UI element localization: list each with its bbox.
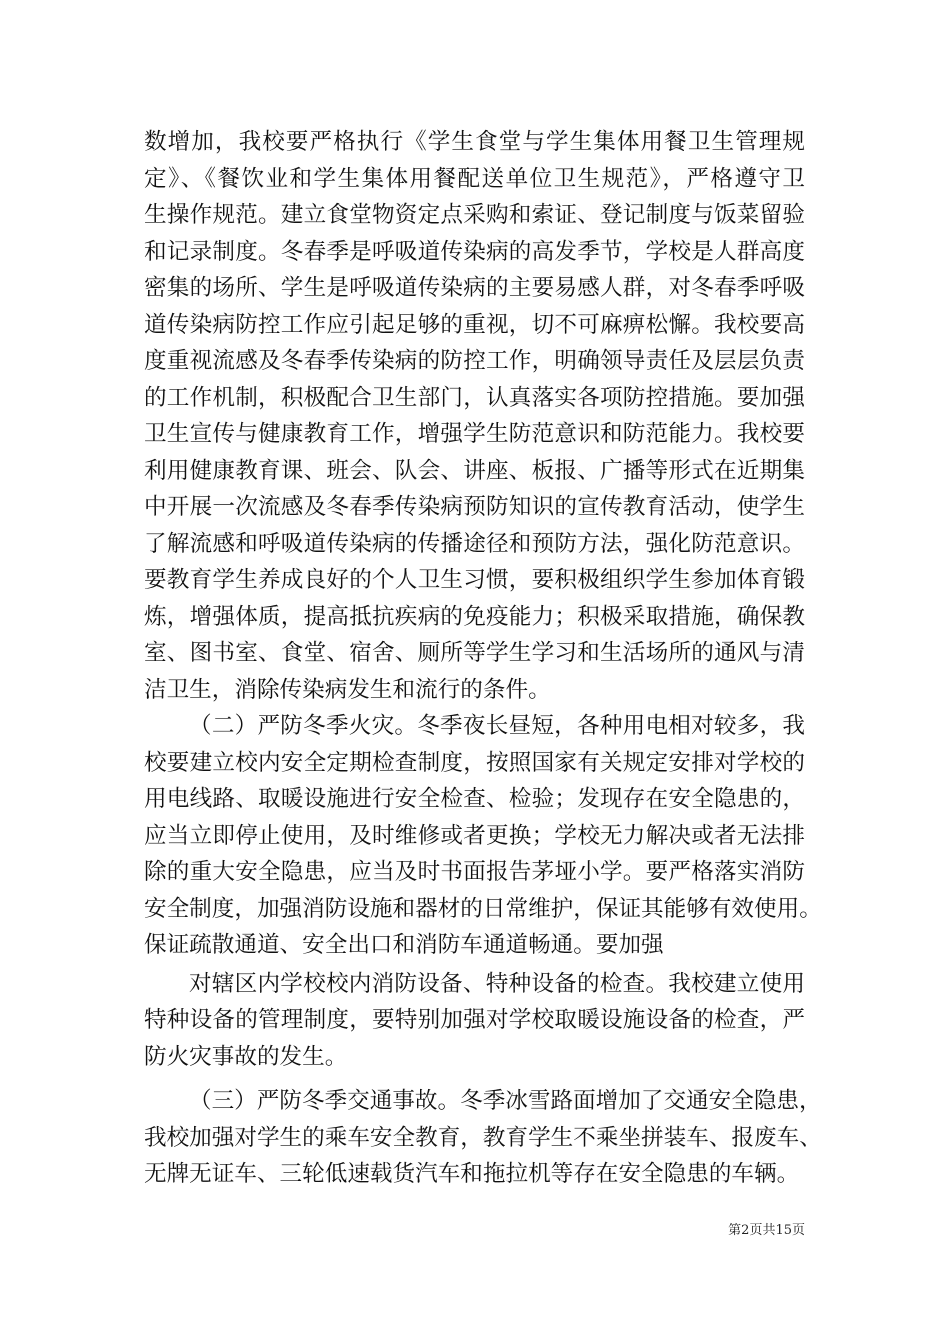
text-line: 了解流感和呼吸道传染病的传播途径和预防方法，强化防范意识。 — [144, 530, 805, 557]
text-line: 应当立即停止使用，及时维修或者更换；学校无力解决或者无法排 — [144, 822, 805, 849]
text-line: 和记录制度。冬春季是呼吸道传染病的高发季节，学校是人群高度 — [144, 238, 805, 265]
text-line: 数增加，我校要严格执行《学生食堂与学生集体用餐卫生管理规 — [144, 129, 805, 155]
text-line: 我校加强对学生的乘车安全教育，教育学生不乘坐拼装车、报废车、 — [144, 1124, 822, 1151]
text-line: 安全制度，加强消防设施和器材的日常维护，保证其能够有效使用。 — [144, 895, 822, 922]
paragraph — [144, 966, 805, 1076]
text-line: 定》、《餐饮业和学生集体用餐配送单位卫生规范》，严格遵守卫 — [144, 165, 805, 192]
text-line: （三）严防冬季交通事故。冬季冰雪路面增加了交通安全隐患， — [189, 1088, 822, 1114]
text-line: 无牌无证车、三轮低速载货汽车和拖拉机等存在安全隐患的车辆。 — [144, 1161, 800, 1187]
text-line: 保证疏散通道、安全出口和消防车通道畅通。要加强 — [144, 932, 664, 958]
text-line: 利用健康教育课、班会、队会、讲座、板报、广播等形式在近期集 — [144, 457, 805, 484]
paragraph — [144, 1083, 822, 1193]
text-line: 炼，增强体质，提高抵抗疾病的免疫能力；积极采取措施，确保教 — [144, 603, 805, 630]
text-line: 要教育学生养成良好的个人卫生习惯，要积极组织学生参加体育锻 — [144, 567, 805, 593]
paragraph — [144, 708, 822, 964]
text-line: 用电线路、取暖设施进行安全检查、检验；发现存在安全隐患的， — [144, 786, 805, 812]
text-line: 中开展一次流感及冬春季传染病预防知识的宣传教育活动，使学生 — [144, 494, 805, 520]
text-line: 特种设备的管理制度，要特别加强对学校取暖设施设备的检查，严 — [144, 1007, 805, 1033]
text-line: 道传染病防控工作应引起足够的重视，切不可麻痹松懈。我校要高 — [144, 311, 805, 338]
text-line: 对辖区内学校校内消防设备、特种设备的检查。我校建立使用 — [189, 970, 805, 997]
text-line: 洁卫生，消除传染病发生和流行的条件。 — [144, 676, 551, 703]
text-line: 度重视流感及冬春季传染病的防控工作，明确领导责任及层层负责 — [144, 348, 805, 374]
text-line: 防火灾事故的发生。 — [144, 1043, 348, 1070]
text-line: 校要建立校内安全定期检查制度，按照国家有关规定安排对学校的 — [144, 749, 805, 776]
text-line: （二）严防冬季火灾。冬季夜长昼短，各种用电相对较多，我 — [189, 713, 805, 739]
page-number-footer: 第2页共15页 — [728, 1223, 805, 1238]
text-line: 室、图书室、食堂、宿舍、厕所等学生学习和生活场所的通风与清 — [144, 640, 805, 666]
text-line: 除的重大安全隐患，应当及时书面报告茅垭小学。要严格落实消防 — [144, 859, 805, 885]
text-line: 密集的场所、学生是呼吸道传染病的主要易感人群，对冬春季呼吸 — [144, 275, 805, 301]
text-line: 的工作机制，积极配合卫生部门，认真落实各项防控措施。要加强 — [144, 384, 805, 411]
text-line: 卫生宣传与健康教育工作，增强学生防范意识和防范能力。我校要 — [144, 421, 805, 447]
paragraph — [144, 124, 805, 708]
document-body — [144, 124, 822, 1193]
text-line: 生操作规范。建立食堂物资定点采购和索证、登记制度与饭菜留验 — [144, 202, 805, 228]
